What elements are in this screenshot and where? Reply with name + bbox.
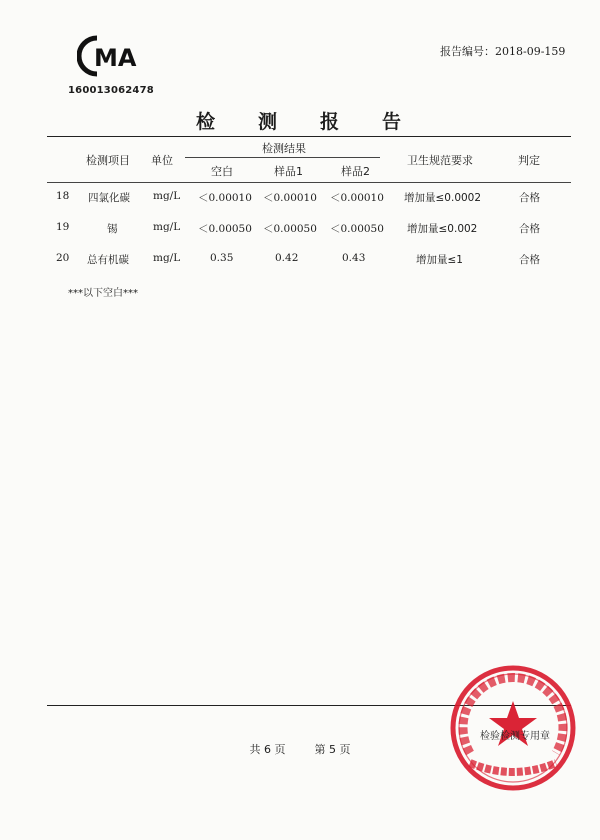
row-item: 四氯化碳 bbox=[88, 192, 130, 204]
row-judgement: 合格 bbox=[519, 192, 540, 204]
title-char: 报 bbox=[320, 111, 343, 133]
row-standard: 增加量≤1 bbox=[416, 254, 463, 266]
header-item: 检测项目 bbox=[86, 154, 130, 167]
row-sample2: ＜0.00010 bbox=[330, 192, 384, 204]
row-sample2: ＜0.00050 bbox=[330, 223, 384, 235]
header-standard: 卫生规范要求 bbox=[407, 154, 473, 167]
row-unit: mg/L bbox=[153, 190, 181, 202]
cma-certificate-number: 160013062478 bbox=[68, 85, 154, 96]
row-judgement: 合格 bbox=[519, 223, 540, 235]
cma-logo-text: MA bbox=[94, 44, 137, 72]
table-top-rule bbox=[47, 136, 571, 137]
row-sample1: ＜0.00010 bbox=[263, 192, 317, 204]
row-number: 18 bbox=[56, 190, 70, 202]
row-unit: mg/L bbox=[153, 221, 181, 233]
document-title bbox=[0, 107, 600, 134]
title-char: 检 bbox=[195, 111, 218, 133]
current-page: 第 5 页 bbox=[314, 743, 351, 756]
end-of-content-note: ***以下空白*** bbox=[68, 288, 138, 299]
cma-logo bbox=[77, 32, 141, 80]
header-unit: 单位 bbox=[151, 154, 173, 167]
report-number-label: 报告编号： bbox=[440, 45, 495, 58]
header-bottom-rule bbox=[47, 182, 571, 183]
row-sample1: 0.42 bbox=[275, 252, 299, 264]
header-blank: 空白 bbox=[211, 165, 233, 178]
row-judgement: 合格 bbox=[519, 254, 540, 266]
row-standard: 增加量≤0.0002 bbox=[404, 192, 482, 204]
row-item: 总有机碳 bbox=[87, 254, 129, 266]
row-sample1: ＜0.00050 bbox=[263, 223, 317, 235]
row-blank: ＜0.00010 bbox=[198, 192, 252, 204]
header-results-group: 检测结果 bbox=[262, 142, 306, 155]
header-sample2: 样品2 bbox=[341, 165, 370, 178]
title-char: 告 bbox=[382, 111, 405, 133]
stamp-caption: 检验检测专用章 bbox=[480, 731, 550, 742]
row-standard: 增加量≤0.002 bbox=[407, 223, 478, 235]
row-number: 20 bbox=[56, 252, 70, 264]
row-number: 19 bbox=[56, 221, 70, 233]
row-item: 锡 bbox=[107, 223, 118, 235]
header-judgement: 判定 bbox=[518, 154, 540, 167]
title-char: 测 bbox=[257, 111, 280, 133]
row-sample2: 0.43 bbox=[342, 252, 366, 264]
report-number bbox=[440, 43, 565, 59]
total-pages: 共 6 页 bbox=[249, 743, 286, 756]
row-blank: 0.35 bbox=[210, 252, 234, 264]
header-sub-rule bbox=[185, 157, 380, 158]
row-unit: mg/L bbox=[153, 252, 181, 264]
report-number-value: 2018-09-159 bbox=[495, 45, 566, 58]
row-blank: ＜0.00050 bbox=[198, 223, 252, 235]
header-sample1: 样品1 bbox=[274, 165, 303, 178]
